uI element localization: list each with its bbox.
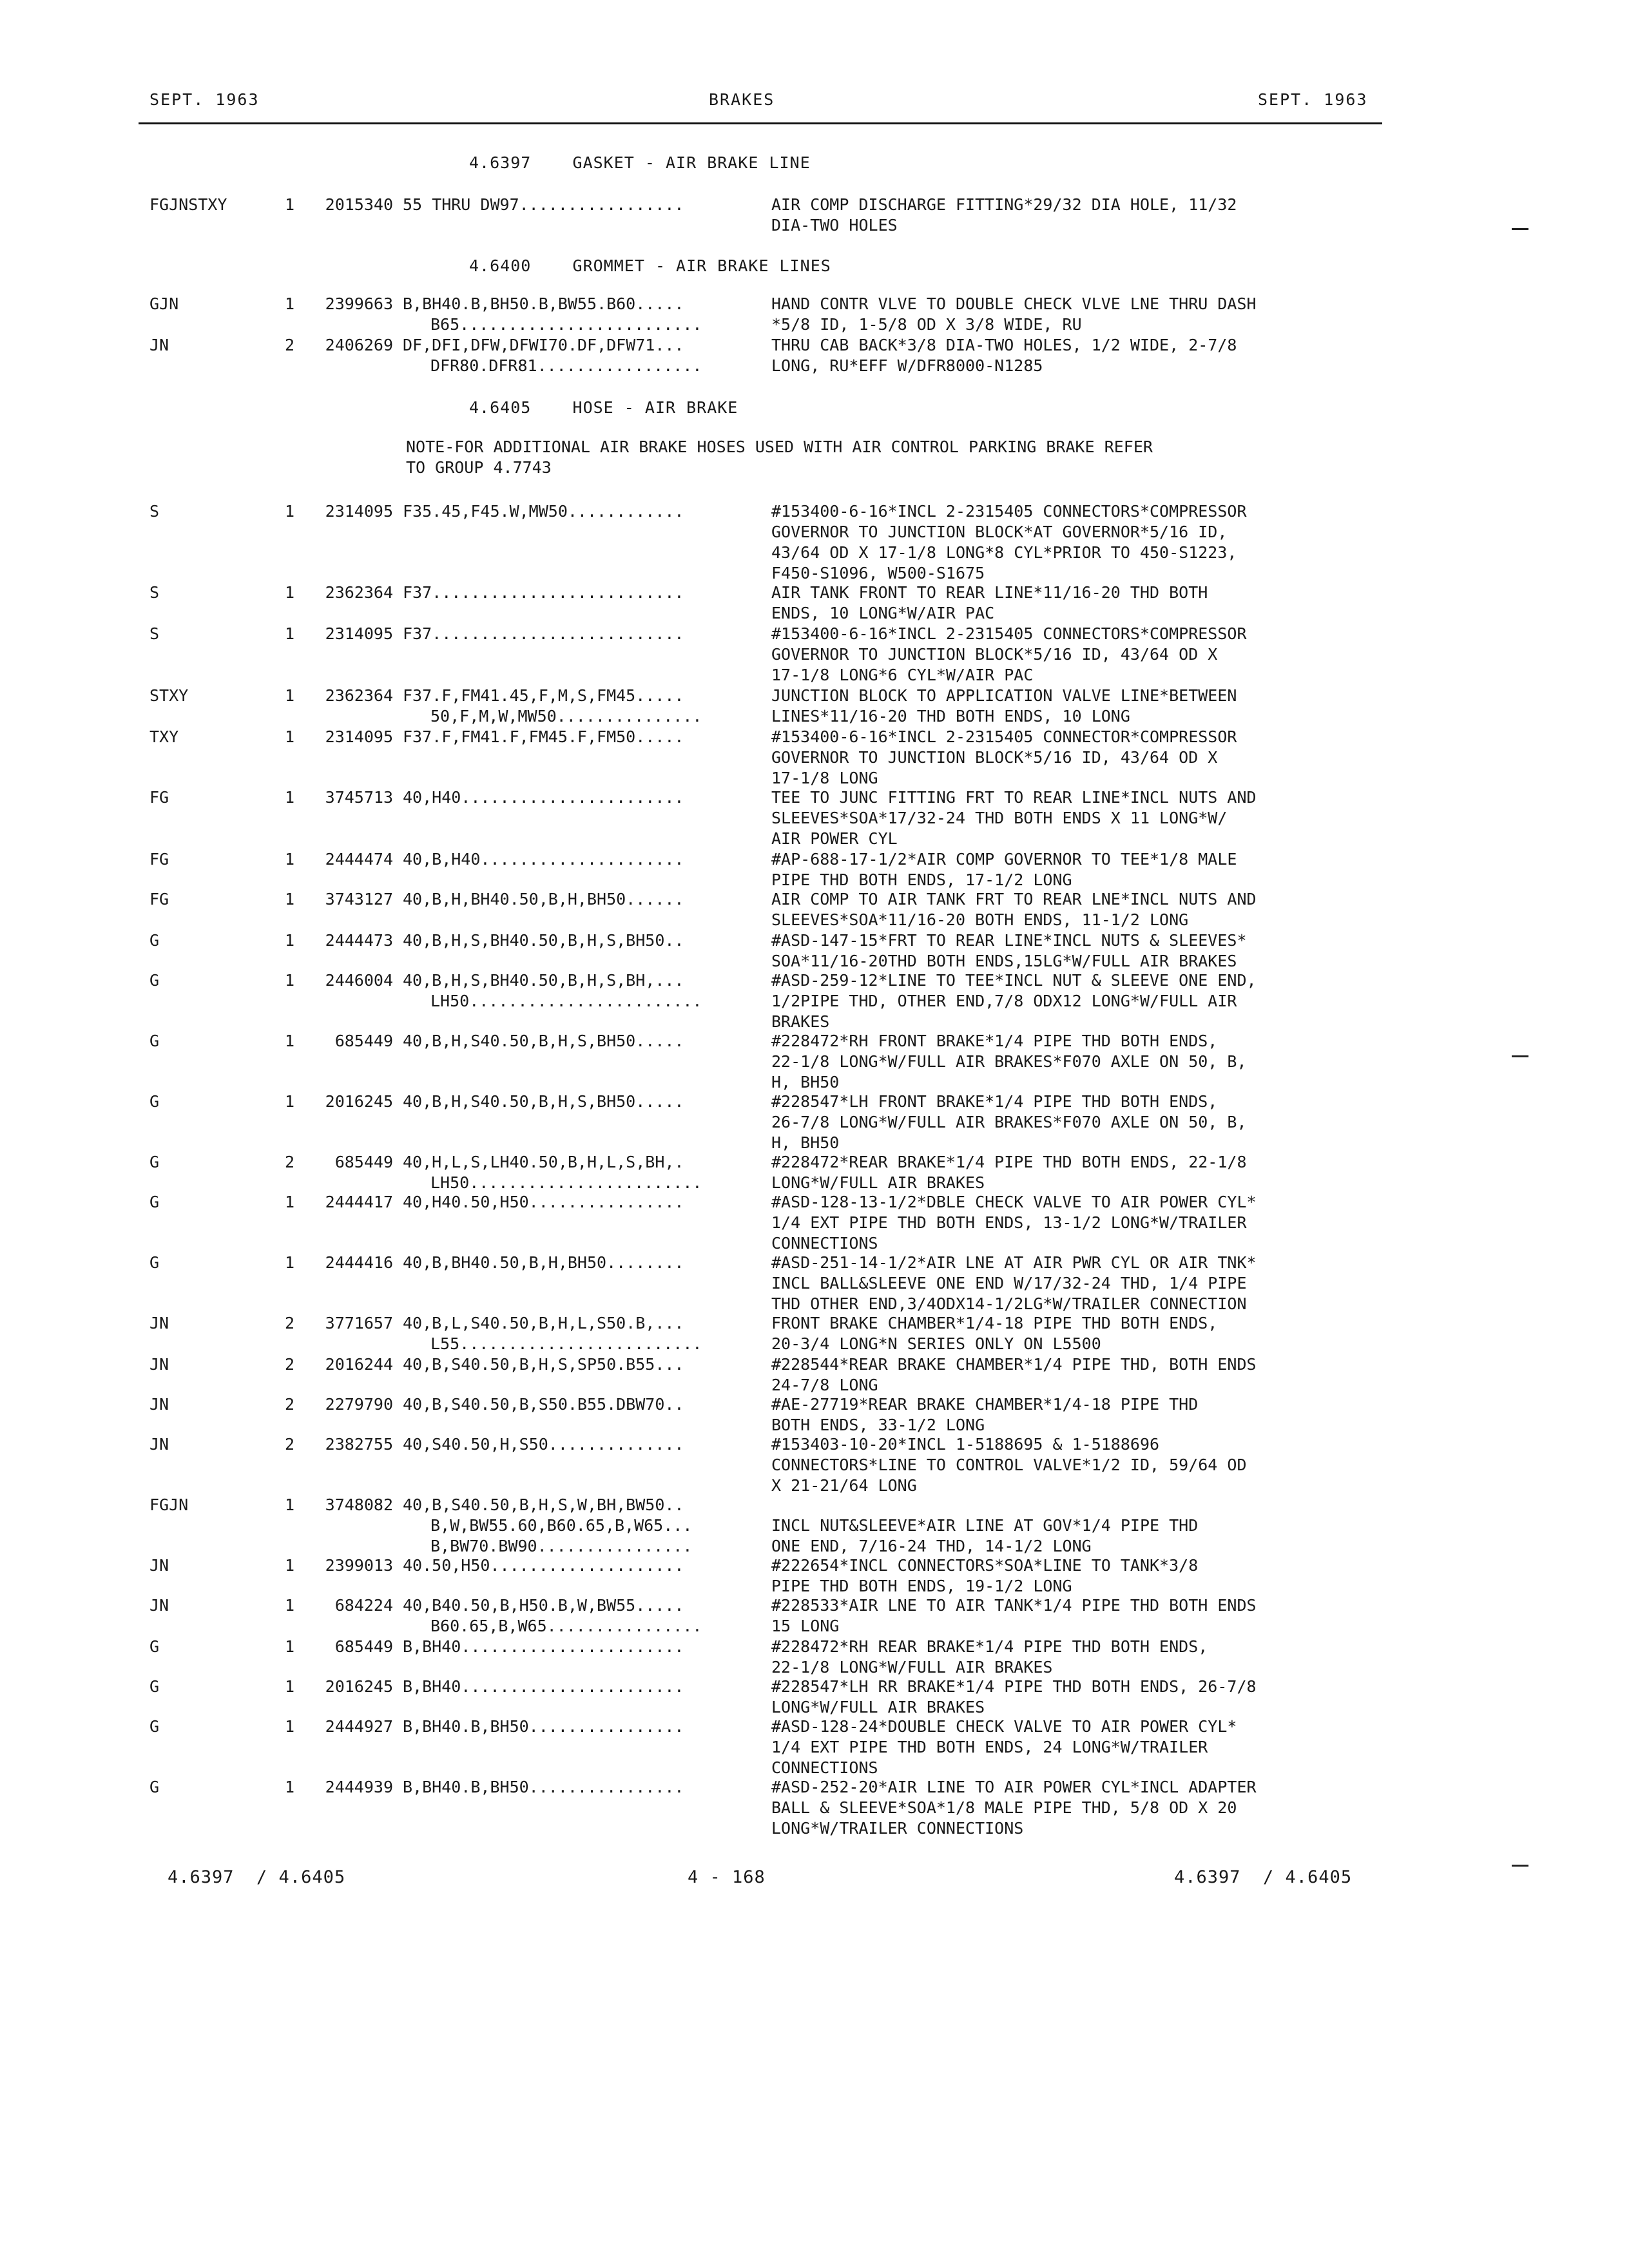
model-codes: TXY (149, 727, 179, 746)
description-line: #228472*RH REAR BRAKE*1/4 PIPE THD BOTH ENDS, (771, 1637, 1208, 1656)
description-line: GOVERNOR TO JUNCTION BLOCK*AT GOVERNOR*5/16 ID, (771, 523, 1228, 541)
footer-group-left: 4.6397 / 4.6405 (168, 1867, 346, 1887)
model-codes: G (149, 1778, 160, 1796)
description-line: BOTH ENDS, 33-1/2 LONG (771, 1416, 985, 1434)
quantity: 2 (285, 1395, 295, 1414)
applicable-models: B,BW70.BW90................ (430, 1537, 693, 1555)
quantity: 2 (285, 336, 295, 354)
applicable-models: 40,H40....................... (403, 788, 684, 807)
quantity: 1 (285, 1495, 295, 1514)
model-codes: G (149, 1092, 160, 1111)
model-codes: FG (149, 788, 169, 807)
section-title: HOSE - AIR BRAKE (572, 398, 738, 417)
part-number: 2444416 (325, 1253, 393, 1272)
part-number: 2362364 (325, 583, 393, 602)
part-number: 2016244 (325, 1355, 393, 1374)
applicable-models: 40,B,S40.50,B,H,S,W,BH,BW50.. (403, 1495, 684, 1514)
quantity: 1 (285, 624, 295, 643)
applicable-models: B,BH40....................... (403, 1677, 684, 1696)
applicable-models: 40,B40.50,B,H50.B,W,BW55..... (403, 1596, 684, 1615)
description-line: PIPE THD BOTH ENDS, 19-1/2 LONG (771, 1577, 1072, 1595)
part-number: 2314095 (325, 502, 393, 521)
model-codes: JN (149, 1395, 169, 1414)
applicable-models: F37.F,FM41.F,FM45.F,FM50..... (403, 727, 684, 746)
model-codes: G (149, 1153, 160, 1171)
model-codes: S (149, 624, 160, 643)
description-line: FRONT BRAKE CHAMBER*1/4-18 PIPE THD BOTH ENDS, (771, 1314, 1218, 1332)
description-line: 24-7/8 LONG (771, 1376, 878, 1394)
footer-page-number: 4 - 168 (688, 1867, 766, 1887)
model-codes: FG (149, 850, 169, 869)
description-line: 26-7/8 LONG*W/FULL AIR BRAKES*F070 AXLE ON 50, B, (771, 1113, 1247, 1131)
quantity: 1 (285, 1717, 295, 1736)
description-line: 22-1/8 LONG*W/FULL AIR BRAKES (771, 1658, 1053, 1677)
part-number: 2399013 (325, 1556, 393, 1575)
description-line: 17-1/8 LONG (771, 769, 878, 787)
quantity: 1 (285, 686, 295, 705)
section-number: 4.6400 (469, 256, 532, 275)
part-number: 3771657 (325, 1314, 393, 1332)
description-line: 17-1/8 LONG*6 CYL*W/AIR PAC (771, 666, 1034, 684)
model-codes: G (149, 1253, 160, 1272)
model-codes: STXY (149, 686, 189, 705)
description-line: #ASD-128-24*DOUBLE CHECK VALVE TO AIR POWER CYL* (771, 1717, 1237, 1736)
applicable-models: 55 THRU DW97................. (403, 195, 684, 214)
header-title: BRAKES (709, 90, 775, 109)
applicable-models: 40.50,H50.................... (403, 1556, 684, 1575)
model-codes: G (149, 1032, 160, 1050)
applicable-models: B,BH40.B,BH50................ (403, 1778, 684, 1796)
description-line: #ASD-128-13-1/2*DBLE CHECK VALVE TO AIR POWER CYL* (771, 1193, 1257, 1211)
description-line: INCL BALL&SLEEVE ONE END W/17/32-24 THD, 1/4 PIPE (771, 1274, 1247, 1293)
description-line: ENDS, 10 LONG*W/AIR PAC (771, 604, 995, 622)
applicable-models: DF,DFI,DFW,DFWI70.DF,DFW71... (403, 336, 684, 354)
part-number: 685449 (334, 1637, 393, 1656)
model-codes: S (149, 502, 160, 521)
part-number: 2362364 (325, 686, 393, 705)
part-number: 3745713 (325, 788, 393, 807)
part-number: 3748082 (325, 1495, 393, 1514)
applicable-models: F37.F,FM41.45,F,M,S,FM45..... (403, 686, 684, 705)
applicable-models: B,BH40.B,BH50................ (403, 1717, 684, 1736)
section-heading-4-6397 (469, 153, 811, 172)
description-line: JUNCTION BLOCK TO APPLICATION VALVE LINE*BETWEEN (771, 686, 1237, 705)
section-number: 4.6397 (469, 153, 532, 172)
description-line: ONE END, 7/16-24 THD, 14-1/2 LONG (771, 1537, 1092, 1555)
applicable-models: 40,B,H,S40.50,B,H,S,BH50..... (403, 1032, 684, 1050)
applicable-models: B,BH40....................... (403, 1637, 684, 1656)
description-line: BALL & SLEEVE*SOA*1/8 MALE PIPE THD, 5/8 OD X 20 (771, 1798, 1237, 1817)
part-number: 2444474 (325, 850, 393, 869)
description-line: #153400-6-16*INCL 2-2315405 CONNECTORS*COMPRESSOR (771, 624, 1247, 643)
quantity: 1 (285, 1596, 295, 1615)
quantity: 1 (285, 788, 295, 807)
part-number: 2016245 (325, 1092, 393, 1111)
quantity: 1 (285, 502, 295, 521)
description-line: #ASD-252-20*AIR LINE TO AIR POWER CYL*INCL ADAPTER (771, 1778, 1257, 1796)
quantity: 1 (285, 583, 295, 602)
description-line: 1/2PIPE THD, OTHER END,7/8 ODX12 LONG*W/FULL AIR (771, 992, 1237, 1010)
applicable-models: 40,B,S40.50,B,H,S,SP50.B55... (403, 1355, 684, 1374)
applicable-models: 40,B,H,S40.50,B,H,S,BH50..... (403, 1092, 684, 1111)
model-codes: FGJN (149, 1495, 189, 1514)
quantity: 1 (285, 1637, 295, 1656)
model-codes: S (149, 583, 160, 602)
description-line: #228472*REAR BRAKE*1/4 PIPE THD BOTH ENDS, 22-1/8 (771, 1153, 1247, 1171)
applicable-models: B,W,BW55.60,B60.65,B,W65... (430, 1516, 693, 1535)
model-codes: FG (149, 890, 169, 908)
description-line: #153400-6-16*INCL 2-2315405 CONNECTOR*COMPRESSOR (771, 727, 1237, 746)
description-line: AIR POWER CYL (771, 829, 898, 848)
applicable-models: 40,B,H,S,BH40.50,B,H,S,BH,... (403, 971, 684, 990)
description-line: 1/4 EXT PIPE THD BOTH ENDS, 24 LONG*W/TRAILER (771, 1738, 1208, 1756)
quantity: 1 (285, 1253, 295, 1272)
part-number: 2406269 (325, 336, 393, 354)
applicable-models: 50,F,M,W,MW50............... (430, 707, 702, 726)
description-line: #228547*LH RR BRAKE*1/4 PIPE THD BOTH ENDS, 26-7/8 (771, 1677, 1257, 1696)
part-number: 2444473 (325, 931, 393, 950)
section-note (406, 437, 1153, 478)
part-number: 2016245 (325, 1677, 393, 1696)
description-line: AIR COMP DISCHARGE FITTING*29/32 DIA HOLE, 11/32 (771, 195, 1237, 214)
part-number: 2446004 (325, 971, 393, 990)
quantity: 1 (285, 1677, 295, 1696)
quantity: 1 (285, 727, 295, 746)
description-line: HAND CONTR VLVE TO DOUBLE CHECK VLVE LNE THRU DASH (771, 294, 1257, 313)
applicable-models: 40,S40.50,H,S50.............. (403, 1435, 684, 1454)
description-line: CONNECTIONS (771, 1758, 878, 1777)
applicable-models: F35.45,F45.W,MW50............ (403, 502, 684, 521)
header-rule (139, 122, 1382, 124)
model-codes: JN (149, 336, 169, 354)
header-date-right: SEPT. 1963 (1258, 90, 1368, 109)
quantity: 1 (285, 294, 295, 313)
description-line: LONG*W/TRAILER CONNECTIONS (771, 1819, 1024, 1838)
part-number: 685449 (334, 1153, 393, 1171)
applicable-models: 40,H,L,S,LH40.50,B,H,L,S,BH,. (403, 1153, 684, 1171)
description-line: #ASD-147-15*FRT TO REAR LINE*INCL NUTS & SLEEVES* (771, 931, 1247, 950)
quantity: 1 (285, 1556, 295, 1575)
part-number: 2015340 (325, 195, 393, 214)
applicable-models: F37.......................... (403, 583, 684, 602)
quantity: 1 (285, 1778, 295, 1796)
description-line: SLEEVES*SOA*11/16-20 BOTH ENDS, 11-1/2 LONG (771, 910, 1189, 929)
description-line: AIR TANK FRONT TO REAR LINE*11/16-20 THD BOTH (771, 583, 1208, 602)
margin-mark (1512, 1865, 1528, 1867)
description-line: #228472*RH FRONT BRAKE*1/4 PIPE THD BOTH ENDS, (771, 1032, 1218, 1050)
applicable-models: B,BH40.B,BH50.B,BW55.B60..... (403, 294, 684, 313)
part-number: 2444939 (325, 1778, 393, 1796)
description-line: LINES*11/16-20 THD BOTH ENDS, 10 LONG (771, 707, 1130, 726)
description-line: #222654*INCL CONNECTORS*SOA*LINE TO TANK*3/8 (771, 1556, 1199, 1575)
section-number: 4.6405 (469, 398, 532, 417)
description-line: LONG*W/FULL AIR BRAKES (771, 1698, 985, 1716)
description-line: THD OTHER END,3/4ODX14-1/2LG*W/TRAILER CONNECTION (771, 1294, 1247, 1313)
description-line: #153403-10-20*INCL 1-5188695 & 1-5188696 (771, 1435, 1160, 1454)
applicable-models: 40,B,H40..................... (403, 850, 684, 869)
description-line: 15 LONG (771, 1617, 840, 1635)
model-codes: G (149, 931, 160, 950)
model-codes: JN (149, 1596, 169, 1615)
description-line: #228547*LH FRONT BRAKE*1/4 PIPE THD BOTH ENDS, (771, 1092, 1218, 1111)
model-codes: FGJNSTXY (149, 195, 227, 214)
applicable-models: LH50........................ (430, 1173, 702, 1192)
quantity: 1 (285, 1193, 295, 1211)
description-line: CONNECTORS*LINE TO CONTROL VALVE*1/2 ID, 59/64 OD (771, 1456, 1247, 1474)
description-line: 22-1/8 LONG*W/FULL AIR BRAKES*F070 AXLE ON 50, B, (771, 1052, 1247, 1071)
description-line: SLEEVES*SOA*17/32-24 THD BOTH ENDS X 11 LONG*W/ (771, 809, 1228, 827)
description-line: DIA-TWO HOLES (771, 216, 898, 235)
part-number: 2279790 (325, 1395, 393, 1414)
description-line: #228544*REAR BRAKE CHAMBER*1/4 PIPE THD, BOTH ENDS (771, 1355, 1257, 1374)
model-codes: G (149, 971, 160, 990)
applicable-models: B65......................... (430, 315, 702, 334)
model-codes: G (149, 1637, 160, 1656)
model-codes: JN (149, 1435, 169, 1454)
model-codes: G (149, 1677, 160, 1696)
quantity: 2 (285, 1153, 295, 1171)
applicable-models: 40,H40.50,H50................ (403, 1193, 684, 1211)
description-line: #AP-688-17-1/2*AIR COMP GOVERNOR TO TEE*1/8 MALE (771, 850, 1237, 869)
quantity: 1 (285, 1092, 295, 1111)
quantity: 2 (285, 1355, 295, 1374)
applicable-models: 40,B,BH40.50,B,H,BH50........ (403, 1253, 684, 1272)
description-line: 1/4 EXT PIPE THD BOTH ENDS, 13-1/2 LONG*W/TRAILER (771, 1213, 1247, 1232)
model-codes: G (149, 1193, 160, 1211)
description-line: LONG*W/FULL AIR BRAKES (771, 1173, 985, 1192)
description-line: INCL NUT&SLEEVE*AIR LINE AT GOV*1/4 PIPE THD (771, 1516, 1199, 1535)
description-line: AIR COMP TO AIR TANK FRT TO REAR LNE*INCL NUTS AND (771, 890, 1257, 908)
description-line: TEE TO JUNC FITTING FRT TO REAR LINE*INCL NUTS AND (771, 788, 1257, 807)
margin-mark (1512, 1055, 1528, 1057)
description-line: #153400-6-16*INCL 2-2315405 CONNECTORS*COMPRESSOR (771, 502, 1247, 521)
part-number: 2444927 (325, 1717, 393, 1736)
description-line: THRU CAB BACK*3/8 DIA-TWO HOLES, 1/2 WIDE, 2-7/8 (771, 336, 1237, 354)
part-number: 2399663 (325, 294, 393, 313)
part-number: 2314095 (325, 624, 393, 643)
quantity: 1 (285, 1032, 295, 1050)
footer-group-right: 4.6397 / 4.6405 (1174, 1867, 1353, 1887)
description-line: BRAKES (771, 1012, 830, 1031)
note-line: TO GROUP 4.7743 (406, 458, 552, 477)
applicable-models: B60.65,B,W65................ (430, 1617, 702, 1635)
header-date-left: SEPT. 1963 (149, 90, 260, 109)
description-line: #ASD-251-14-1/2*AIR LNE AT AIR PWR CYL OR AIR TNK* (771, 1253, 1257, 1272)
description-line: PIPE THD BOTH ENDS, 17-1/2 LONG (771, 870, 1072, 889)
margin-mark (1512, 228, 1528, 230)
applicable-models: LH50........................ (430, 992, 702, 1010)
applicable-models: 40,B,L,S40.50,B,H,L,S50.B,... (403, 1314, 684, 1332)
quantity: 1 (285, 971, 295, 990)
quantity: 1 (285, 890, 295, 908)
quantity: 1 (285, 195, 295, 214)
model-codes: GJN (149, 294, 179, 313)
description-line: LONG, RU*EFF W/DFR8000-N1285 (771, 356, 1043, 375)
section-heading-4-6405 (469, 398, 738, 417)
quantity: 2 (285, 1314, 295, 1332)
part-number: 685449 (334, 1032, 393, 1050)
description-line: 20-3/4 LONG*N SERIES ONLY ON L5500 (771, 1334, 1101, 1353)
applicable-models: L55......................... (430, 1334, 702, 1353)
description-line: GOVERNOR TO JUNCTION BLOCK*5/16 ID, 43/64 OD X (771, 748, 1218, 767)
applicable-models: DFR80.DFR81................. (430, 356, 702, 375)
note-line: NOTE-FOR ADDITIONAL AIR BRAKE HOSES USED WITH AIR CONTROL PARKING BRAKE REFER (406, 437, 1153, 456)
applicable-models: 40,B,H,BH40.50,B,H,BH50...... (403, 890, 684, 908)
description-line: #ASD-259-12*LINE TO TEE*INCL NUT & SLEEVE ONE END, (771, 971, 1257, 990)
description-line: *5/8 ID, 1-5/8 OD X 3/8 WIDE, RU (771, 315, 1082, 334)
applicable-models: 40,B,S40.50,B,S50.B55.DBW70.. (403, 1395, 684, 1414)
description-line: CONNECTIONS (771, 1234, 878, 1253)
model-codes: JN (149, 1314, 169, 1332)
quantity: 1 (285, 931, 295, 950)
description-line: H, BH50 (771, 1133, 840, 1152)
description-line: #AE-27719*REAR BRAKE CHAMBER*1/4-18 PIPE THD (771, 1395, 1199, 1414)
description-line: GOVERNOR TO JUNCTION BLOCK*5/16 ID, 43/64 OD X (771, 645, 1218, 664)
description-line: X 21-21/64 LONG (771, 1476, 917, 1495)
description-line: F450-S1096, W500-S1675 (771, 564, 985, 582)
part-number: 2382755 (325, 1435, 393, 1454)
part-number: 3743127 (325, 890, 393, 908)
quantity: 2 (285, 1435, 295, 1454)
description-line: 43/64 OD X 17-1/8 LONG*8 CYL*PRIOR TO 450-S1223, (771, 543, 1237, 562)
section-heading-4-6400 (469, 256, 831, 275)
section-title: GASKET - AIR BRAKE LINE (572, 153, 811, 172)
description-line: SOA*11/16-20THD BOTH ENDS,15LG*W/FULL AIR BRAKES (771, 952, 1237, 970)
part-number: 2314095 (325, 727, 393, 746)
model-codes: JN (149, 1556, 169, 1575)
section-title: GROMMET - AIR BRAKE LINES (572, 256, 831, 275)
applicable-models: F37.......................... (403, 624, 684, 643)
description-line: H, BH50 (771, 1073, 840, 1091)
part-number: 684224 (334, 1596, 393, 1615)
model-codes: JN (149, 1355, 169, 1374)
model-codes: G (149, 1717, 160, 1736)
applicable-models: 40,B,H,S,BH40.50,B,H,S,BH50.. (403, 931, 684, 950)
description-line: #228533*AIR LNE TO AIR TANK*1/4 PIPE THD BOTH ENDS (771, 1596, 1257, 1615)
quantity: 1 (285, 850, 295, 869)
part-number: 2444417 (325, 1193, 393, 1211)
